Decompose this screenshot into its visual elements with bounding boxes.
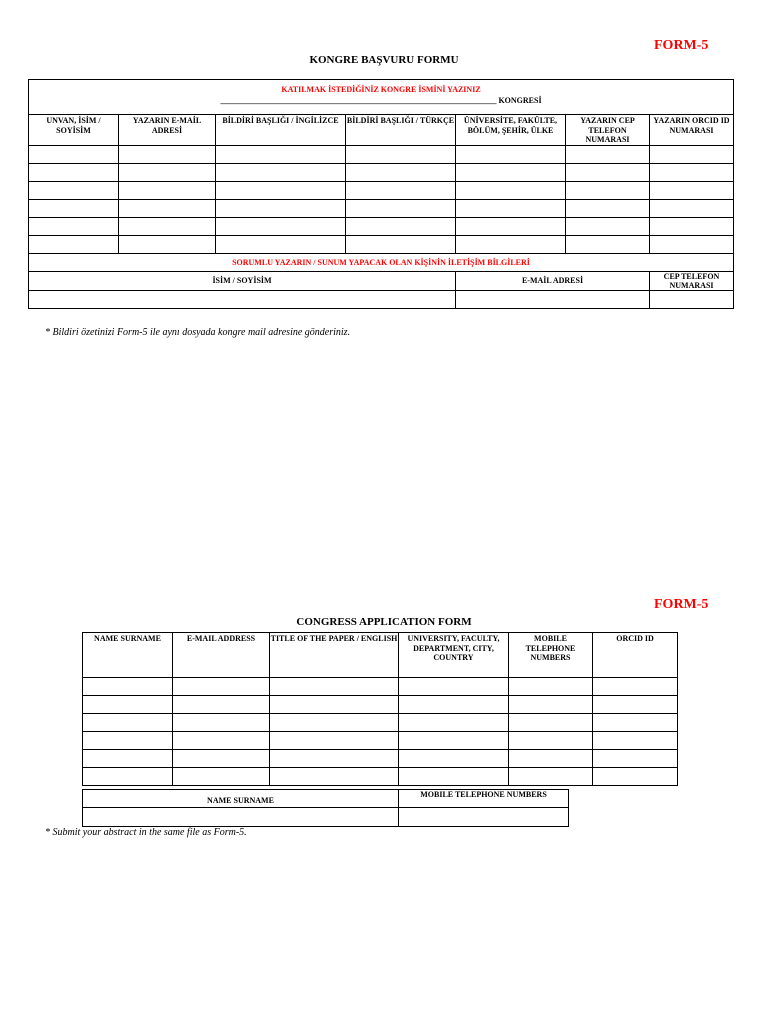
entry-cell[interactable]: [509, 768, 593, 786]
entry-cell[interactable]: [173, 696, 270, 714]
entry-cell[interactable]: [346, 199, 456, 217]
entry-cell[interactable]: [173, 732, 270, 750]
entry-cell[interactable]: [270, 678, 399, 696]
entry-cell[interactable]: [83, 732, 173, 750]
entry-cell[interactable]: [399, 750, 509, 768]
entry-cell[interactable]: [270, 714, 399, 732]
contact-name-input-en[interactable]: [83, 808, 399, 827]
contact-email-input[interactable]: [456, 290, 650, 308]
col-header-title-turkish: BİLDİRİ BAŞLIĞI / TÜRKÇE: [346, 115, 456, 146]
entry-cell[interactable]: [509, 732, 593, 750]
entry-cell[interactable]: [593, 678, 678, 696]
application-table-tr: [28, 79, 734, 309]
entry-cell[interactable]: [29, 199, 119, 217]
form-title: KONGRE BAŞVURU FORMU: [309, 54, 459, 66]
entry-cell[interactable]: [566, 217, 650, 235]
application-table-en: [82, 632, 678, 786]
entry-cell[interactable]: [399, 696, 509, 714]
entry-cell[interactable]: [173, 768, 270, 786]
table-row: [29, 181, 734, 199]
col-header-orcid-en: ORCID ID: [593, 633, 678, 678]
entry-cell[interactable]: [270, 732, 399, 750]
table-row: [29, 217, 734, 235]
contact-table-en: [82, 789, 569, 827]
contact-col-name-en: NAME SURNAME: [83, 790, 399, 808]
entry-cell[interactable]: [593, 768, 678, 786]
entry-cell[interactable]: [456, 235, 566, 253]
submission-note-en: * Submit your abstract in the same file as Form-5.: [45, 827, 247, 838]
form-title-en: CONGRESS APPLICATION FORM: [296, 616, 472, 628]
table-row: [83, 678, 678, 696]
contact-header-row: [29, 271, 734, 290]
entry-cell[interactable]: [216, 235, 346, 253]
entry-cell[interactable]: [346, 181, 456, 199]
table-row: [83, 750, 678, 768]
entry-cell[interactable]: [216, 145, 346, 163]
entry-cell[interactable]: [346, 145, 456, 163]
entry-cell[interactable]: [399, 768, 509, 786]
entry-cell[interactable]: [566, 163, 650, 181]
entry-cell[interactable]: [119, 199, 216, 217]
table-row: [29, 145, 734, 163]
entry-cell[interactable]: [399, 714, 509, 732]
form-number-label: FORM-5: [654, 38, 709, 53]
contact-entry-row: [29, 290, 734, 308]
contact-info-heading: SORUMLU YAZARIN / SUNUM YAPACAK OLAN KİŞİNİN İLETİŞİM BİLGİLERİ: [29, 253, 734, 271]
entry-cell[interactable]: [216, 163, 346, 181]
entry-cell[interactable]: [173, 714, 270, 732]
entry-cell[interactable]: [270, 768, 399, 786]
col-header-email: YAZARIN E-MAİL ADRESİ: [119, 115, 216, 146]
entry-cell[interactable]: [593, 696, 678, 714]
entry-cell[interactable]: [509, 696, 593, 714]
entry-cell[interactable]: [566, 199, 650, 217]
entry-cell[interactable]: [650, 217, 734, 235]
table-row: [83, 768, 678, 786]
table-row: [29, 163, 734, 181]
entry-cell[interactable]: [83, 714, 173, 732]
entry-cell[interactable]: [216, 217, 346, 235]
contact-phone-input-en[interactable]: [399, 808, 569, 827]
column-header-row: [83, 633, 678, 678]
contact-header-row: [83, 790, 569, 808]
col-header-title-en: TITLE OF THE PAPER / ENGLISH: [270, 633, 399, 678]
entry-cell[interactable]: [650, 199, 734, 217]
entry-cell[interactable]: [270, 750, 399, 768]
entry-cell[interactable]: [119, 163, 216, 181]
entry-cell[interactable]: [509, 750, 593, 768]
entry-cell[interactable]: [119, 145, 216, 163]
form-number-label-en: FORM-5: [654, 597, 709, 612]
entry-cell[interactable]: [173, 750, 270, 768]
entry-cell[interactable]: [650, 145, 734, 163]
contact-col-name: İSİM / SOYİSİM: [29, 271, 456, 290]
entry-cell[interactable]: [119, 235, 216, 253]
col-header-university: ÜNİVERSİTE, FAKÜLTE, BÖLÜM, ŞEHİR, ÜLKE: [456, 115, 566, 146]
congress-prompt: KATILMAK İSTEDİĞİNİZ KONGRE İSMİNİ YAZINIZ: [281, 85, 481, 94]
submission-note: * Bildiri özetinizi Form-5 ile aynı dosyada kongre mail adresine gönderiniz.: [45, 327, 351, 338]
entry-cell[interactable]: [456, 181, 566, 199]
entry-cell[interactable]: [29, 181, 119, 199]
entry-cell[interactable]: [29, 163, 119, 181]
table-row: [29, 199, 734, 217]
entry-cell[interactable]: [216, 199, 346, 217]
entry-cell[interactable]: [650, 235, 734, 253]
table-row: [83, 732, 678, 750]
col-header-phone-en: MOBILE TELEPHONE NUMBERS: [509, 633, 593, 678]
contact-entry-row: [83, 808, 569, 827]
col-header-phone: YAZARIN CEP TELEFON NUMARASI: [566, 115, 650, 146]
entry-cell[interactable]: [399, 732, 509, 750]
entry-cell[interactable]: [509, 678, 593, 696]
col-header-university-en: UNIVERSITY, FACULTY, DEPARTMENT, CITY, COUNTRY: [399, 633, 509, 678]
entry-cell[interactable]: [83, 750, 173, 768]
congress-name-cell[interactable]: [29, 80, 734, 115]
entry-cell[interactable]: [119, 217, 216, 235]
entry-cell[interactable]: [650, 163, 734, 181]
col-header-name: UNVAN, İSİM / SOYİSİM: [29, 115, 119, 146]
column-header-row: [29, 115, 734, 146]
contact-phone-input[interactable]: [650, 290, 734, 308]
entry-cell[interactable]: [29, 217, 119, 235]
contact-col-email: E-MAİL ADRESİ: [456, 271, 650, 290]
entry-cell[interactable]: [399, 678, 509, 696]
congress-name-line: _____________________________________________________________________ KONGRESİ: [220, 96, 542, 105]
table-row: [83, 714, 678, 732]
entry-cell[interactable]: [593, 732, 678, 750]
col-header-title-english: BİLDİRİ BAŞLIĞI / İNGİLİZCE: [216, 115, 346, 146]
entry-cell[interactable]: [566, 235, 650, 253]
entry-cell[interactable]: [83, 678, 173, 696]
entry-cell[interactable]: [29, 145, 119, 163]
entry-cell[interactable]: [346, 217, 456, 235]
col-header-orcid: YAZARIN ORCID ID NUMARASI: [650, 115, 734, 146]
entry-cell[interactable]: [346, 235, 456, 253]
contact-col-phone: CEP TELEFON NUMARASI: [650, 271, 734, 290]
entry-cell[interactable]: [83, 696, 173, 714]
entry-cell[interactable]: [346, 163, 456, 181]
col-header-name-en: NAME SURNAME: [83, 633, 173, 678]
entry-cell[interactable]: [566, 145, 650, 163]
entry-cell[interactable]: [456, 145, 566, 163]
entry-cell[interactable]: [29, 235, 119, 253]
entry-cell[interactable]: [593, 750, 678, 768]
entry-cell[interactable]: [83, 768, 173, 786]
table-row: [29, 235, 734, 253]
entry-cell[interactable]: [173, 678, 270, 696]
entry-cell[interactable]: [650, 181, 734, 199]
table-row: [83, 696, 678, 714]
entry-cell[interactable]: [593, 714, 678, 732]
entry-cell[interactable]: [119, 181, 216, 199]
entry-cell[interactable]: [509, 714, 593, 732]
entry-cell[interactable]: [456, 199, 566, 217]
contact-col-phone-en: MOBILE TELEPHONE NUMBERS: [399, 790, 569, 808]
entry-cell[interactable]: [216, 181, 346, 199]
entry-cell[interactable]: [566, 181, 650, 199]
entry-cell[interactable]: [456, 217, 566, 235]
entry-cell[interactable]: [456, 163, 566, 181]
entry-cell[interactable]: [270, 696, 399, 714]
col-header-email-en: E-MAIL ADDRESS: [173, 633, 270, 678]
contact-name-input[interactable]: [29, 290, 456, 308]
